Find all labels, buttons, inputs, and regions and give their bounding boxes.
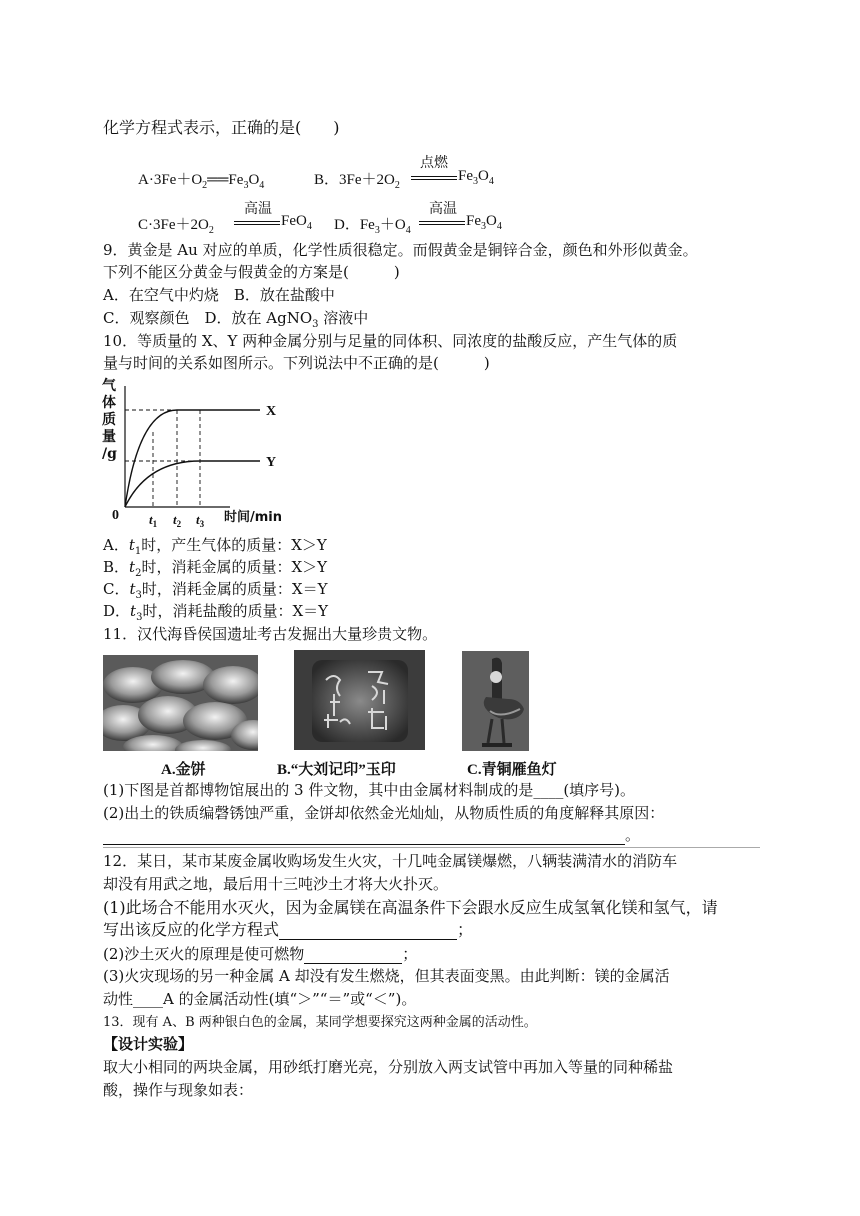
y-axis-label (102, 377, 117, 462)
q9-line-3: A．在空气中灼烧 B．放在盐酸中 (103, 286, 335, 304)
x-tick-label-t3: $t_3$ (196, 512, 205, 529)
q8-option-b-equals (411, 176, 457, 180)
q12-line-2: 却没有用武之地，最后用十三吨沙土才将大火扑灭。 (103, 875, 449, 893)
q12-sub-1a: (1)此场合不能用水灭火，因为金属镁在高温条件下会跟水反应生成氢氧化镁和氢气，请 (103, 898, 718, 917)
q8-option-b: B．$3Fe+2O_2$ (314, 172, 400, 191)
y-axis-label-char: 体 (102, 395, 116, 411)
q8-option-d-condition: 高温 (429, 201, 457, 217)
q8-option-d: D．$Fe_3+O_4$ (334, 217, 411, 236)
q8-option-b-product: $Fe_3O_4$ (458, 168, 494, 187)
q11-line-1: 11．汉代海昏侯国遗址考古发掘出大量珍贵文物。 (103, 625, 438, 643)
x-tick-label-t2: $t_2$ (173, 512, 182, 529)
q13-heading: 【设计实验】 (103, 1035, 194, 1053)
q11-divider (103, 847, 760, 848)
x-tick-label-t1: $t_1$ (149, 512, 158, 529)
y-axis-label-char: 量 (102, 429, 116, 445)
q13-line-1: 13．现有 A、B 两种银白色的金属，某同学想要探究这两种金属的活动性。 (103, 1015, 537, 1030)
q8-option-c-product: FeO$_4$ (281, 213, 312, 232)
y-axis-label-char: 质 (102, 412, 116, 428)
x-origin-label: 0 (112, 508, 119, 523)
jade-seal-photo (294, 650, 425, 750)
gas-mass-time-chart (100, 376, 300, 530)
caption-jade-seal: B.“大刘记印”玉印 (277, 762, 396, 778)
q11-answer-blank[interactable] (103, 828, 625, 845)
bronze-lamp-photo (462, 651, 529, 751)
q9-line-2: 下列不能区分黄金与假黄金的方案是( ) (103, 263, 400, 281)
q12-equation-blank[interactable] (279, 923, 457, 940)
series-x-curve (125, 410, 260, 507)
q9-line-1: 9．黄金是 Au 对应的单质，化学性质很稳定。而假黄金是铜锌合金，颜色和外形似黄金。 (103, 241, 698, 259)
q10-line-2: 量与时间的关系如图所示。下列说法中不正确的是( ) (103, 354, 490, 372)
q12-sub-2: (2)沙土灭火的原理是使可燃物 ； (103, 945, 418, 963)
series-y-label: Y (266, 455, 277, 470)
q8-intro: 化学方程式表示，正确的是( ) (103, 118, 340, 137)
caption-gold-cake: A.金饼 (161, 762, 206, 778)
q10-option-b: B．$t_2$时，消耗金属的质量：X＞Y (103, 558, 328, 579)
q10-option-d: D．$t_3$时，消耗盐酸的质量：X＝Y (103, 602, 329, 623)
q8-option-b-condition: 点燃 (420, 155, 448, 171)
q10-option-a: A．$t_1$时，产生气体的质量：X＞Y (103, 536, 327, 557)
series-x-label: X (266, 404, 277, 419)
series-y-curve (125, 461, 260, 507)
q8-option-d-product: $Fe_3O_4$ (466, 213, 502, 232)
q8-option-c-condition: 高温 (244, 201, 272, 217)
q8-option-a: $A\cdot 3Fe+O_2══Fe_3O_4$ (138, 172, 265, 191)
caption-bronze-lamp: C.青铜雁鱼灯 (467, 762, 557, 778)
q13-line-2: 取大小相同的两块金属，用砂纸打磨光亮，分别放入两支试管中再加入等量的同种稀盐 (103, 1058, 674, 1076)
q12-sub-3a: (3)火灾现场的另一种金属 A 却没有发生燃烧，但其表面变黑。由此判断：镁的金属活 (103, 967, 670, 985)
y-axis-label-char: 气 (102, 378, 116, 394)
q10-line-1: 10．等质量的 X、Y 两种金属分别与足量的同体积、同浓度的盐酸反应，产生气体的质 (103, 332, 678, 350)
q10-option-c: C．$t_3$时，消耗金属的质量：X＝Y (103, 580, 328, 601)
y-axis-label-char: /g (102, 446, 117, 462)
q12-principle-blank[interactable] (304, 947, 402, 964)
gold-cake-photo (103, 655, 258, 751)
q8-option-c: $C\cdot 3Fe+2O_2$ (138, 217, 214, 236)
q11-answer-line: 。 (103, 825, 640, 845)
q13-line-3: 酸，操作与现象如表： (103, 1081, 254, 1099)
q9-line-4: C．观察颜色 D．放在 AgNO$_3$ 溶液中 (103, 309, 369, 330)
q8-option-d-equals (419, 221, 465, 225)
q11-sub-1: (1)下图是首都博物馆展出的 3 件文物，其中由金属材料制成的是____(填序号)。 (103, 781, 636, 799)
q12-sub-3b: 动性____A 的金属活动性(填“＞”“＝”或“＜”)。 (103, 990, 417, 1008)
q12-line-1: 12．某日，某市某废金属收购场发生火灾，十几吨金属镁爆燃，八辆装满清水的消防车 (103, 852, 678, 870)
q11-sub-2: (2)出土的铁质编磬锈蚀严重，金饼却依然金光灿灿，从物质性质的角度解释其原因： (103, 804, 665, 822)
q12-sub-1b: 写出该反应的化学方程式 ； (103, 920, 474, 939)
q8-option-c-equals (234, 221, 280, 225)
x-axis-label: 时间/min (224, 510, 283, 525)
